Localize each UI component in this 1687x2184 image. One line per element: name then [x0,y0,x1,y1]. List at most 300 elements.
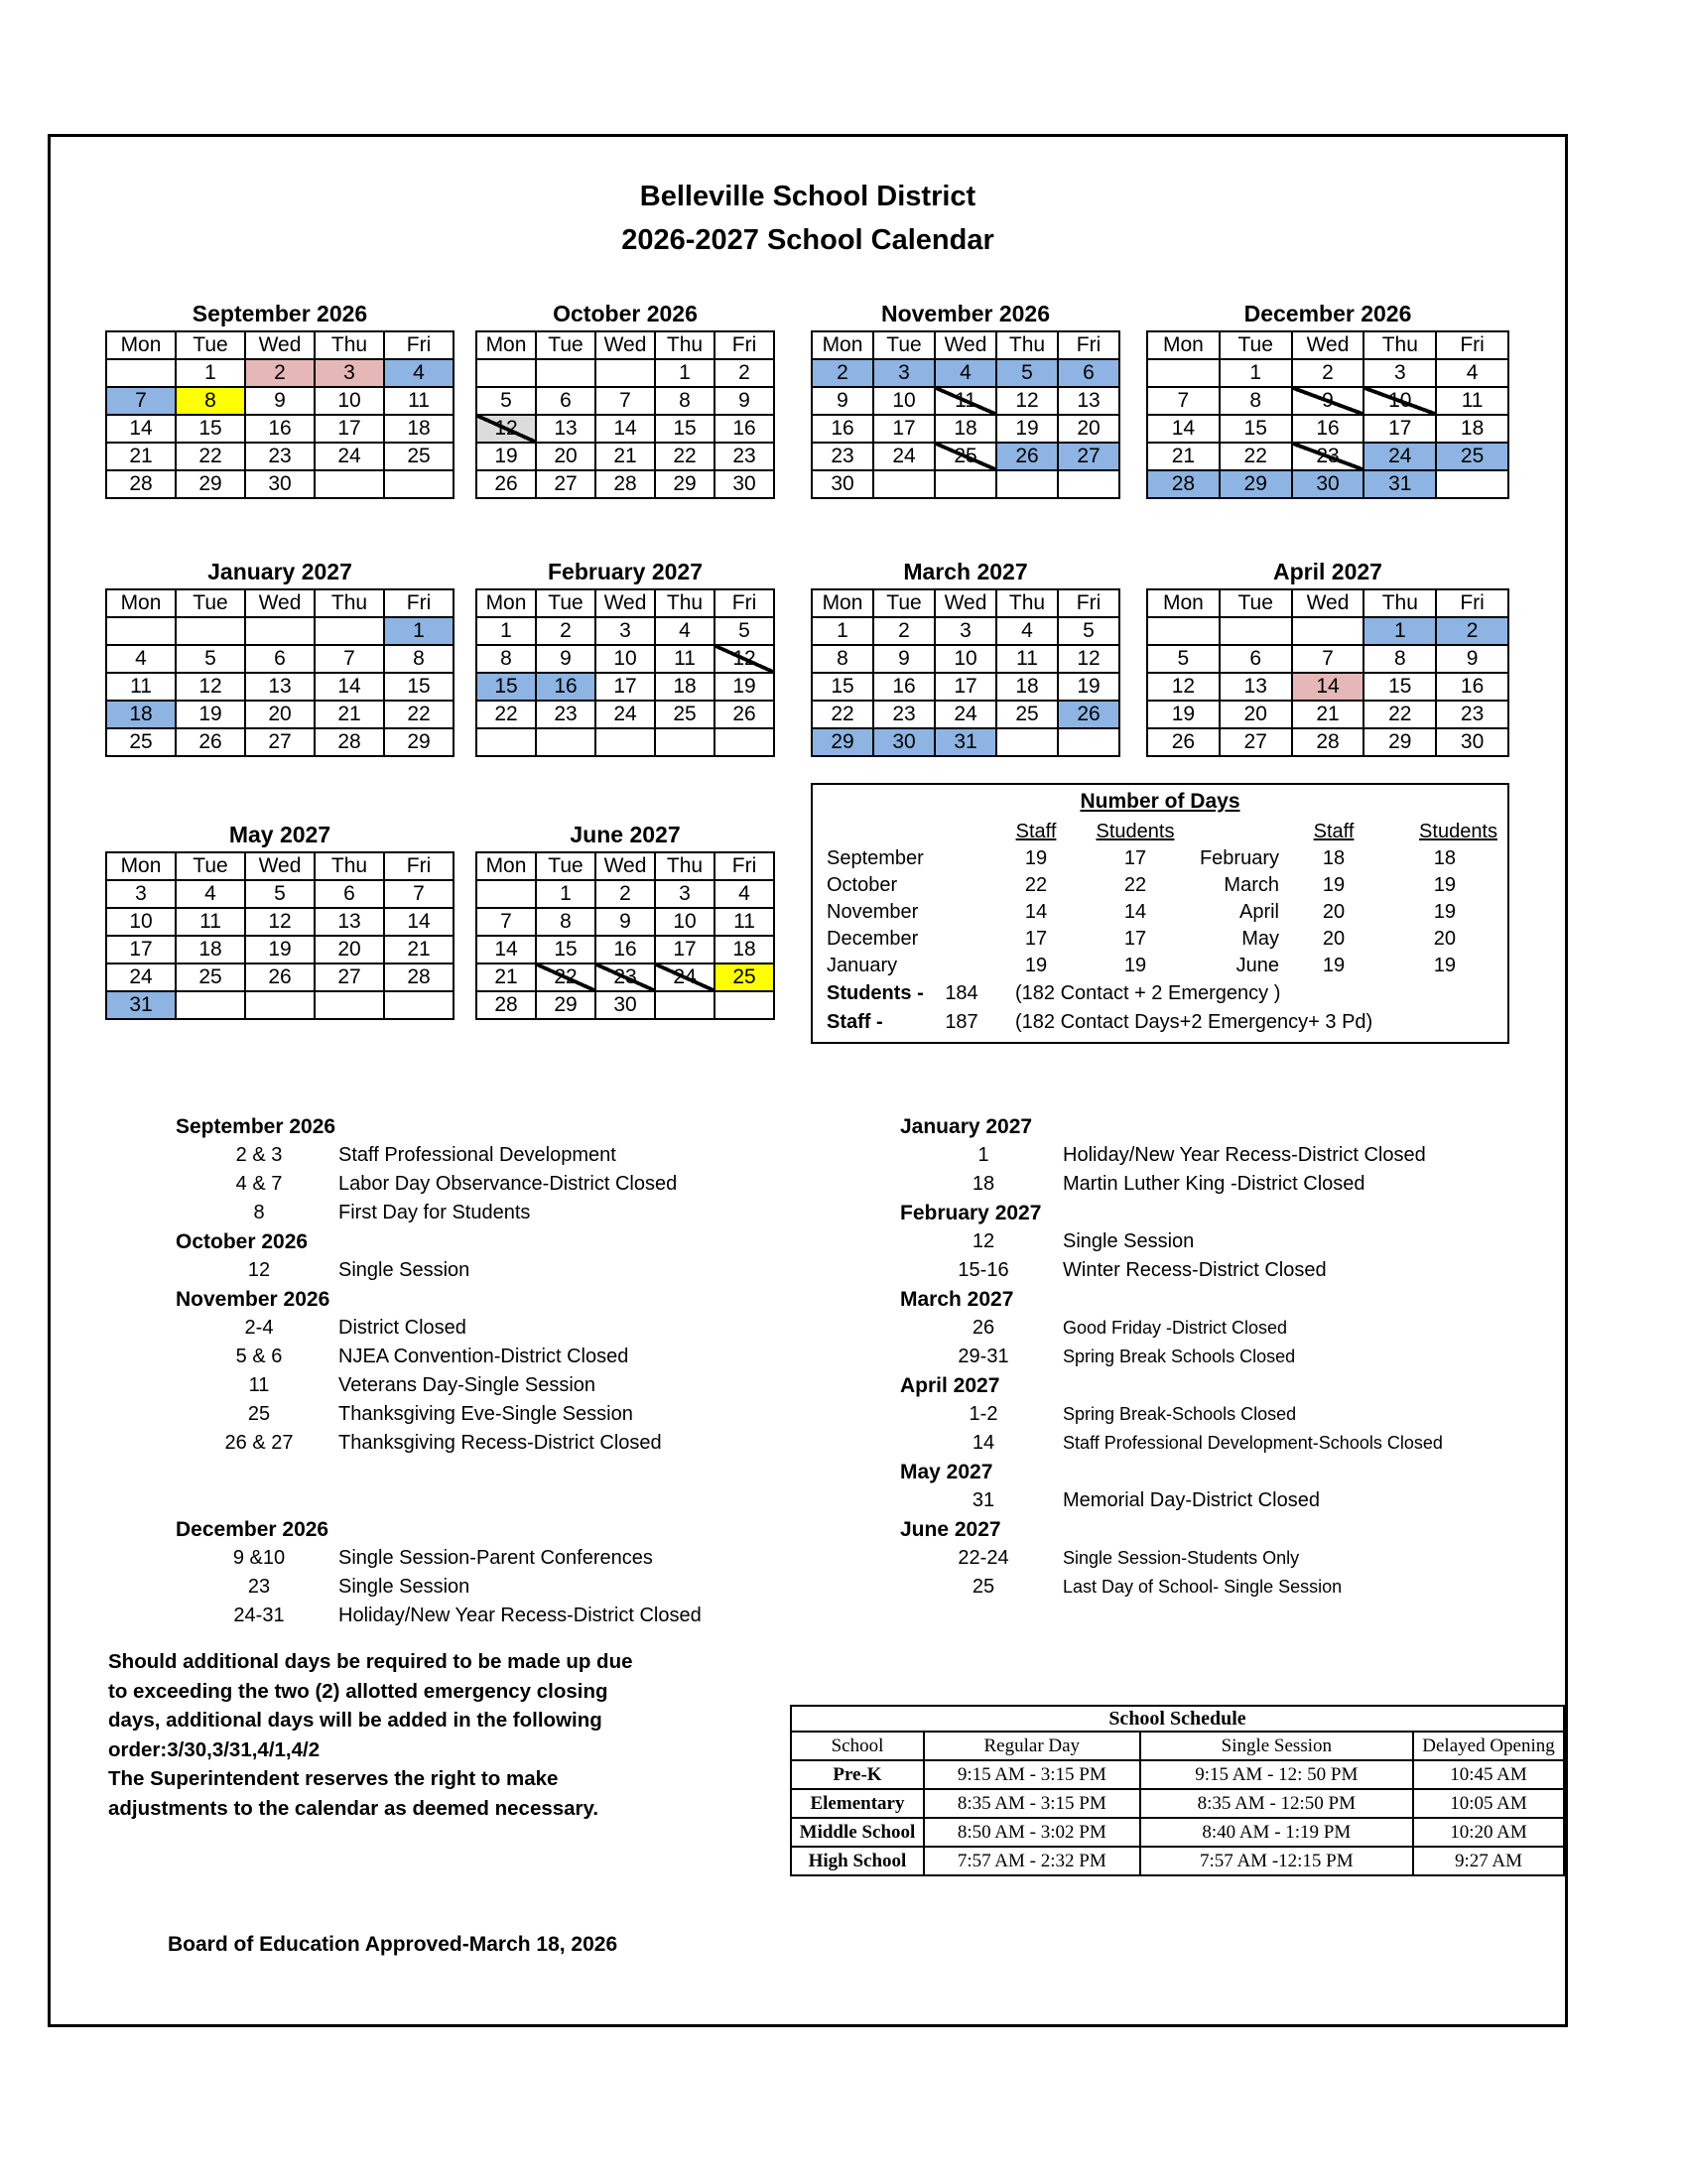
day-cell: 13 [245,673,315,701]
day-cell: 11 [1436,387,1508,415]
day-cell: 1 [536,880,595,908]
days-staff-value: 22 [1024,874,1048,896]
day-cell: 15 [476,673,536,701]
event-section [176,1515,702,1630]
number-of-days-grid [813,819,1507,979]
weekday-header: Fri [384,852,454,880]
week-row [106,415,454,443]
day-cell: 16 [595,936,655,964]
week-row [812,415,1119,443]
day-cell: 5 [245,880,315,908]
weekday-header: Mon [106,331,176,359]
event-dates: 1 [977,1144,989,1166]
day-cell: 14 [315,673,384,701]
week-row [1147,415,1508,443]
event-section [176,1227,702,1285]
empty-day-cell [176,991,245,1019]
day-cell: 8 [1363,645,1436,673]
day-cell: 25 [1436,443,1508,470]
day-cell: 18 [106,701,176,728]
days-col-header: Students [1096,821,1175,842]
day-cell: 7 [476,908,536,936]
event-month-header: May 2027 [900,1461,993,1483]
days-summary-total: 184 [945,982,978,1004]
event-month-header: October 2026 [176,1230,309,1253]
event-description: Last Day of School- Single Session [1063,1577,1343,1597]
day-cell: 19 [714,673,774,701]
day-cell: 22 [1220,443,1292,470]
day-cell: 1 [176,359,245,387]
week-row [106,936,454,964]
event-description: Staff Professional Development-Schools Closed [1063,1433,1443,1453]
day-cell: 6 [1058,359,1119,387]
day-cell: 16 [812,415,873,443]
day-cell: 3 [655,880,714,908]
event-dates: 31 [972,1489,995,1511]
empty-day-cell [655,728,714,756]
day-cell: 17 [655,936,714,964]
day-cell: 10 [595,645,655,673]
week-row [476,470,774,498]
event-month-header: February 2027 [900,1202,1042,1224]
empty-day-cell [384,470,454,498]
day-cell: 25 [714,964,774,991]
day-cell: 2 [595,880,655,908]
day-cell: 21 [384,936,454,964]
event-description: Holiday/New Year Recess-District Closed [1063,1144,1426,1166]
days-spacer [813,819,981,845]
days-students-value: 19 [1433,955,1456,976]
event-row [900,1256,1443,1285]
event-month-header: September 2026 [176,1115,336,1138]
week-row [106,908,454,936]
event-dates: 8 [253,1202,265,1223]
weekday-header: Wed [245,331,315,359]
school-year-title: 2026-2027 School Calendar [621,224,994,256]
days-students-value: 18 [1433,847,1456,869]
week-row [476,617,774,645]
day-cell: 7 [384,880,454,908]
week-row [476,728,774,756]
days-summary-note: (182 Contact Days+2 Emergency+ 3 Pd) [1015,1011,1373,1033]
day-cell: 26 [1147,728,1220,756]
day-cell: 21 [476,964,536,991]
week-row [476,443,774,470]
day-cell: 14 [595,415,655,443]
day-cell: 8 [536,908,595,936]
event-dates: 5 & 6 [235,1346,283,1367]
day-cell: 30 [714,470,774,498]
schedule-row [791,1818,1564,1847]
day-cell: 4 [176,880,245,908]
weekday-header-row [476,852,774,880]
schedule-title: School Schedule [791,1706,1564,1732]
empty-day-cell [476,359,536,387]
event-row [176,1170,702,1199]
days-staff-value: 19 [1024,847,1048,869]
weekday-header: Fri [714,331,774,359]
event-description: NJEA Convention-District Closed [338,1346,629,1367]
days-students-value: 19 [1123,955,1147,976]
month-title: February 2027 [548,559,703,584]
day-cell: 29 [1220,470,1292,498]
day-cell: 7 [1292,645,1364,673]
empty-day-cell [873,470,935,498]
day-cell: 4 [655,617,714,645]
day-cell: 8 [655,387,714,415]
day-cell: 22 [476,701,536,728]
empty-day-cell [996,470,1058,498]
day-cell: 27 [1220,728,1292,756]
day-cell: 5 [996,359,1058,387]
event-row [900,1314,1443,1343]
week-row [106,880,454,908]
day-cell: 1 [476,617,536,645]
note-line: The Superintendent reserves the right to make [108,1767,559,1790]
day-cell: 24 [1363,443,1436,470]
note-line: Should additional days be required to be made up due [108,1650,633,1673]
day-cell: 3 [873,359,935,387]
day-cell: 2 [1436,617,1508,645]
empty-day-cell [476,880,536,908]
events-list-left [176,1112,702,1630]
day-cell: 21 [595,443,655,470]
weekday-header-row [812,589,1119,617]
weekday-header: Thu [1363,331,1436,359]
day-cell: 31 [935,728,996,756]
week-row [1147,701,1508,728]
day-cell: 17 [1363,415,1436,443]
school-schedule-area [790,1705,1565,1876]
schedule-time: 9:15 AM - 3:15 PM [924,1760,1140,1789]
event-description: Holiday/New Year Recess-District Closed [338,1605,702,1626]
weekday-header: Mon [812,331,873,359]
month-title: September 2026 [192,301,368,326]
day-cell: 30 [1292,470,1364,498]
day-cell: 18 [176,936,245,964]
event-dates: 25 [247,1403,271,1425]
day-cell: 9 [1436,645,1508,673]
day-cell: 23 [812,443,873,470]
week-row [476,701,774,728]
weekday-header: Fri [1436,331,1508,359]
event-row [176,1602,702,1630]
weekday-header: Mon [476,589,536,617]
event-row [900,1486,1443,1515]
weekday-header: Fri [1058,331,1119,359]
school-schedule-table [790,1705,1565,1876]
event-description: Staff Professional Development [338,1144,616,1166]
day-cell: 2 [1292,359,1364,387]
weekday-header: Thu [315,589,384,617]
weekday-header-row [812,331,1119,359]
day-cell: 8 [812,645,873,673]
days-month-label: October [827,874,898,896]
event-description: Winter Recess-District Closed [1063,1259,1327,1281]
weekday-header: Wed [1292,331,1364,359]
event-dates: 15-16 [958,1259,1009,1281]
day-cell: 25 [106,728,176,756]
day-cell: 5 [476,387,536,415]
month-title: March 2027 [903,559,1028,584]
day-cell: 18 [996,673,1058,701]
event-dates: 2-4 [244,1317,274,1339]
day-cell: 25 [655,701,714,728]
day-cell: 28 [476,991,536,1019]
month-title: June 2027 [570,822,681,847]
day-cell: 30 [1436,728,1508,756]
weekday-header: Tue [176,852,245,880]
schedule-title-row [791,1706,1564,1732]
event-dates: 25 [972,1576,995,1598]
day-cell: 2 [536,617,595,645]
week-row [1147,359,1508,387]
schedule-column-header: Single Session [1140,1732,1413,1760]
month-grid [811,588,1120,757]
number-of-days-title: Number of Days [1080,790,1240,813]
day-cell: 22 [812,701,873,728]
weekday-header: Tue [536,589,595,617]
empty-day-cell [1058,728,1119,756]
week-row [106,964,454,991]
day-cell: 10 [655,908,714,936]
schedule-time: 9:15 AM - 12: 50 PM [1140,1760,1413,1789]
week-row [812,443,1119,470]
day-cell: 16 [714,415,774,443]
day-cell: 8 [384,645,454,673]
day-cell: 22 [536,964,595,991]
schedule-column-header: Delayed Opening [1413,1732,1564,1760]
days-staff-value: 14 [1024,901,1048,923]
day-cell: 20 [1058,415,1119,443]
month-january-2027 [105,559,454,757]
day-cell: 22 [384,701,454,728]
week-row [812,387,1119,415]
day-cell: 14 [384,908,454,936]
day-cell: 24 [595,701,655,728]
event-description: Single Session [338,1259,470,1281]
week-row [106,443,454,470]
weekday-header: Thu [655,589,714,617]
event-row [176,1400,702,1429]
empty-day-cell [245,991,315,1019]
week-row [812,617,1119,645]
event-description: Labor Day Observance-District Closed [338,1173,678,1195]
day-cell: 14 [1292,673,1364,701]
days-month-label: September [827,847,924,869]
day-cell: 24 [106,964,176,991]
weekday-header: Tue [1220,589,1292,617]
board-approval-note: Board of Education Approved-March 18, 2026 [168,1933,618,1956]
weekday-header: Mon [1147,331,1220,359]
event-row [900,1343,1443,1371]
week-row [1147,387,1508,415]
day-cell: 10 [1363,387,1436,415]
event-month-header: December 2026 [176,1518,329,1541]
schedule-time: 10:05 AM [1413,1789,1564,1818]
day-cell: 11 [996,645,1058,673]
weekday-header: Fri [714,852,774,880]
month-grid [105,851,454,1020]
event-description: Martin Luther King -District Closed [1063,1173,1365,1195]
day-cell: 11 [176,908,245,936]
schedule-time: 9:27 AM [1413,1847,1564,1875]
event-row [900,1544,1443,1573]
week-row [476,359,774,387]
weekday-header: Thu [315,852,384,880]
weekday-header-row [476,331,774,359]
days-students-value: 22 [1123,874,1147,896]
day-cell: 6 [315,880,384,908]
days-summary-label: Staff - [827,1011,883,1033]
month-title: October 2026 [553,301,698,326]
day-cell: 2 [245,359,315,387]
day-cell: 20 [1220,701,1292,728]
schedule-school-name: Elementary [791,1789,924,1818]
day-cell: 30 [873,728,935,756]
day-cell: 17 [315,415,384,443]
day-cell: 29 [536,991,595,1019]
days-spacer [1180,819,1279,845]
day-cell: 14 [476,936,536,964]
day-cell: 24 [655,964,714,991]
day-cell: 14 [1147,415,1220,443]
event-dates: 2 & 3 [235,1144,283,1166]
weekday-header: Wed [935,589,996,617]
number-of-days-box [811,783,1509,1044]
month-february-2027 [475,559,775,757]
week-row [812,359,1119,387]
schedule-time: 8:35 AM - 3:15 PM [924,1789,1140,1818]
days-students-value: 19 [1433,874,1456,896]
day-cell: 15 [176,415,245,443]
week-row [106,470,454,498]
schedule-time: 10:45 AM [1413,1760,1564,1789]
day-cell: 28 [595,470,655,498]
weekday-header: Fri [384,331,454,359]
month-grid [1146,588,1509,757]
day-cell: 31 [106,991,176,1019]
day-cell: 8 [1220,387,1292,415]
month-november-2026 [811,301,1120,499]
empty-day-cell [536,728,595,756]
schedule-column-header: School [791,1732,924,1760]
week-row [1147,470,1508,498]
day-cell: 12 [176,673,245,701]
day-cell: 28 [1147,470,1220,498]
days-staff-value: 20 [1322,901,1346,923]
day-cell: 23 [536,701,595,728]
day-cell: 10 [935,645,996,673]
day-cell: 4 [935,359,996,387]
days-students-value: 20 [1433,928,1456,950]
day-cell: 19 [1058,673,1119,701]
schedule-school-name: High School [791,1847,924,1875]
day-cell: 15 [1363,673,1436,701]
days-month-label: January [827,955,898,976]
week-row [1147,617,1508,645]
event-dates: 4 & 7 [235,1173,283,1195]
weekday-header-row [476,589,774,617]
day-cell: 7 [315,645,384,673]
week-row [106,645,454,673]
day-cell: 30 [245,470,315,498]
day-cell: 3 [1363,359,1436,387]
days-staff-value: 19 [1322,874,1346,896]
day-cell: 27 [536,470,595,498]
event-dates: 26 [972,1317,995,1339]
week-row [106,617,454,645]
schedule-school-name: Middle School [791,1818,924,1847]
day-cell: 5 [1058,617,1119,645]
week-row [812,470,1119,498]
days-col-header: Students [1419,821,1497,842]
month-june-2027 [475,822,775,1020]
weekday-header: Fri [1058,589,1119,617]
schedule-time: 8:35 AM - 12:50 PM [1140,1789,1413,1818]
empty-day-cell [1220,617,1292,645]
days-staff-value: 20 [1322,928,1346,950]
event-dates: 22-24 [958,1547,1009,1569]
day-cell: 20 [536,443,595,470]
day-cell: 29 [812,728,873,756]
event-month-header: June 2027 [900,1518,1001,1541]
event-dates: 12 [972,1230,995,1252]
event-gap [176,1458,702,1515]
day-cell: 22 [1363,701,1436,728]
schedule-time: 7:57 AM - 2:32 PM [924,1847,1140,1875]
weekday-header: Thu [655,331,714,359]
event-description: First Day for Students [338,1202,531,1223]
weekday-header: Thu [1363,589,1436,617]
day-cell: 16 [1436,673,1508,701]
month-grid [1146,330,1509,499]
day-cell: 8 [176,387,245,415]
event-row [900,1141,1443,1170]
events-list-right [900,1112,1443,1602]
day-cell: 17 [873,415,935,443]
month-december-2026 [1146,301,1509,499]
days-students-value: 17 [1123,928,1147,950]
event-row [176,1429,702,1458]
days-summary-note: (182 Contact + 2 Emergency ) [1015,982,1281,1004]
day-cell: 15 [1220,415,1292,443]
week-row [476,936,774,964]
week-row [812,701,1119,728]
week-row [476,415,774,443]
week-row [812,673,1119,701]
empty-day-cell [476,728,536,756]
event-description: Spring Break-Schools Closed [1063,1404,1297,1424]
note-line: adjustments to the calendar as deemed necessary. [108,1796,599,1820]
weekday-header-row [106,331,454,359]
day-cell: 17 [935,673,996,701]
day-cell: 20 [245,701,315,728]
days-staff-value: 19 [1322,955,1346,976]
days-month-label: February [1199,847,1279,869]
day-cell: 24 [315,443,384,470]
empty-day-cell [106,359,176,387]
weekday-header-row [1147,331,1508,359]
schedule-header-row [791,1732,1564,1760]
day-cell: 28 [106,470,176,498]
schedule-time: 10:20 AM [1413,1818,1564,1847]
day-cell: 8 [476,645,536,673]
day-cell: 9 [812,387,873,415]
weekday-header: Tue [873,589,935,617]
days-staff-value: 19 [1024,955,1048,976]
day-cell: 18 [1436,415,1508,443]
